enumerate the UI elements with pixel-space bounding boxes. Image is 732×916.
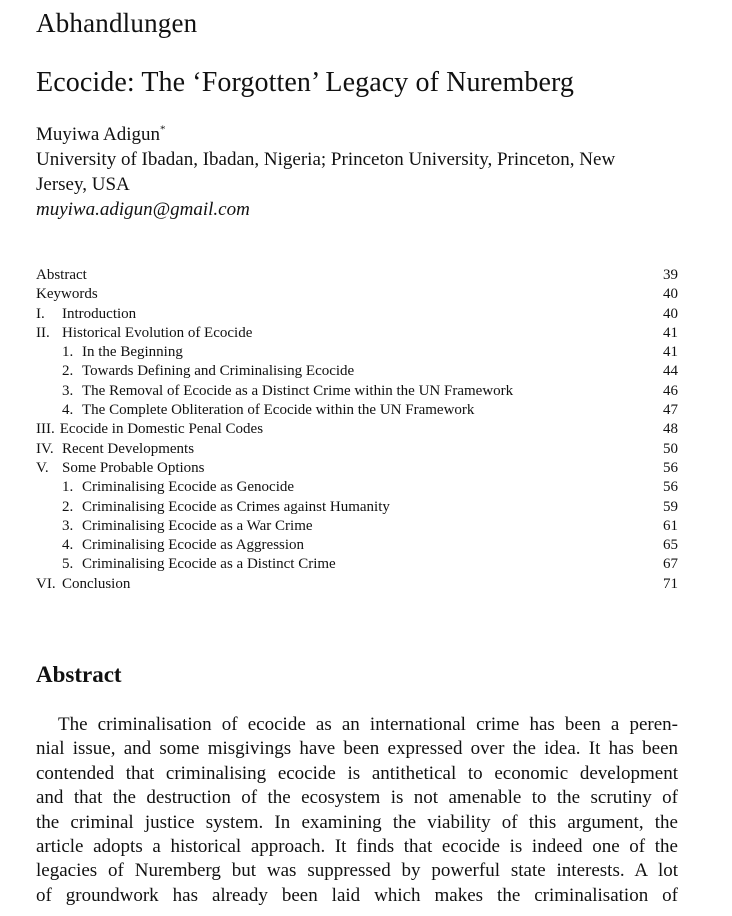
toc-entry[interactable] bbox=[36, 382, 678, 401]
abstract-heading: Abstract bbox=[36, 662, 122, 687]
toc-entry-title bbox=[62, 362, 354, 381]
toc-entry-page: 40 bbox=[663, 286, 678, 303]
toc-entry-label: Keywords bbox=[36, 286, 98, 303]
abstract-line: contended that criminalising ecocide is antithetical to economic development bbox=[36, 762, 678, 784]
toc-entry[interactable] bbox=[36, 459, 678, 478]
abstract-line: of groundwork has already been laid which makes the criminalisation of bbox=[36, 884, 678, 906]
toc-entry-page: 67 bbox=[663, 556, 678, 573]
toc-entry-label: Criminalising Ecocide as Genocide bbox=[82, 479, 295, 496]
abstract-line: The criminalisation of ecocide as an international crime has been a peren- bbox=[58, 714, 678, 735]
toc-entry-title bbox=[36, 285, 98, 304]
toc-entry[interactable] bbox=[36, 266, 678, 285]
toc-entry-number: 2. bbox=[62, 498, 74, 515]
toc-entry[interactable] bbox=[36, 498, 678, 517]
toc-entry-title bbox=[36, 420, 263, 439]
toc-entry-label: Introduction bbox=[62, 305, 137, 322]
toc-entry-number: II. bbox=[36, 324, 50, 341]
toc-entry-page: 56 bbox=[663, 459, 678, 476]
toc-entry-page: 47 bbox=[663, 402, 678, 419]
toc-entry-title bbox=[62, 343, 183, 362]
toc-entry-label: The Removal of Ecocide as a Distinct Crime within the UN Framework bbox=[82, 382, 514, 399]
toc-entry-number: 5. bbox=[62, 556, 74, 573]
toc-entry-number: III. bbox=[36, 421, 55, 438]
abstract-line: legacies of Nuremberg but was suppressed by powerful state interests. A lot bbox=[36, 860, 678, 882]
toc-entry[interactable] bbox=[36, 440, 678, 459]
toc-entry-label: Criminalising Ecocide as a War Crime bbox=[82, 517, 313, 534]
toc-entry-title bbox=[36, 440, 194, 459]
toc-entry-number: 3. bbox=[62, 382, 74, 399]
toc-entry-label: In the Beginning bbox=[82, 344, 183, 361]
toc-entry-label: Criminalising Ecocide as Crimes against Humanity bbox=[82, 498, 390, 515]
toc-entry-title bbox=[62, 401, 474, 420]
table-of-contents bbox=[36, 266, 678, 594]
toc-entry-label: Conclusion bbox=[62, 575, 131, 592]
toc-entry-title bbox=[62, 517, 313, 536]
toc-entry-label: Criminalising Ecocide as a Distinct Crime bbox=[82, 556, 336, 573]
toc-entry-number: 1. bbox=[62, 344, 74, 361]
toc-entry-number: V. bbox=[36, 459, 49, 476]
author-block bbox=[36, 122, 696, 222]
toc-entry[interactable] bbox=[36, 362, 678, 381]
toc-entry-page: 61 bbox=[663, 517, 678, 534]
toc-entry-page: 39 bbox=[663, 267, 678, 283]
author-affiliation-line-2: Jersey, USA bbox=[36, 174, 130, 195]
author-name bbox=[36, 122, 696, 147]
toc-entry-label: Towards Defining and Criminalising Ecocide bbox=[82, 363, 355, 380]
toc-entry[interactable] bbox=[36, 478, 678, 497]
toc-entry[interactable] bbox=[36, 536, 678, 555]
toc-entry[interactable] bbox=[36, 420, 678, 439]
toc-entry-title bbox=[62, 555, 336, 574]
toc-entry-title bbox=[36, 459, 205, 478]
toc-entry-number: I. bbox=[36, 305, 45, 322]
toc-entry-page: 41 bbox=[663, 344, 678, 361]
author-email[interactable]: muyiwa.adigun@gmail.com bbox=[36, 199, 250, 220]
toc-entry-number: 4. bbox=[62, 402, 74, 419]
author-footnote-mark[interactable]: * bbox=[160, 123, 166, 136]
toc-entry-title bbox=[62, 536, 304, 555]
toc-entry[interactable] bbox=[36, 575, 678, 594]
toc-entry-page: 44 bbox=[663, 363, 678, 380]
toc-entry[interactable] bbox=[36, 324, 678, 343]
article-title: Ecocide: The ‘Forgotten’ Legacy of Nuremberg bbox=[36, 67, 575, 98]
toc-entry-page: 46 bbox=[663, 382, 678, 399]
abstract-line: and that the destruction of the ecosystem is not amenable to the scrutiny of bbox=[36, 787, 678, 809]
toc-entry-number: 4. bbox=[62, 537, 74, 554]
toc-entry-number: VI. bbox=[36, 575, 56, 592]
toc-entry-page: 50 bbox=[663, 440, 678, 457]
toc-entry-page: 40 bbox=[663, 305, 678, 322]
toc-entry[interactable] bbox=[36, 555, 678, 574]
toc-entry-number: 2. bbox=[62, 363, 74, 380]
abstract-body bbox=[36, 713, 678, 908]
toc-entry-number: 3. bbox=[62, 517, 74, 534]
toc-entry-page: 56 bbox=[663, 479, 678, 496]
toc-entry-page: 48 bbox=[663, 421, 678, 438]
toc-entry-label: Abstract bbox=[36, 267, 87, 283]
toc-entry-title bbox=[36, 305, 136, 324]
toc-entry-label: Recent Developments bbox=[62, 440, 195, 457]
toc-entry-page: 71 bbox=[663, 575, 678, 592]
toc-entry[interactable] bbox=[36, 517, 678, 536]
toc-entry[interactable] bbox=[36, 401, 678, 420]
toc-entry-title bbox=[36, 324, 252, 343]
section-title: Abhandlungen bbox=[36, 8, 198, 38]
abstract-line: the criminal justice system. In examining the viability of this argument, the bbox=[36, 811, 678, 833]
toc-entry[interactable] bbox=[36, 305, 678, 324]
author-affiliation-line-1: University of Ibadan, Ibadan, Nigeria; Princeton University, Princeton, New bbox=[36, 149, 616, 170]
toc-entry-label: Criminalising Ecocide as Aggression bbox=[82, 537, 305, 554]
toc-entry-page: 41 bbox=[663, 324, 678, 341]
toc-entry-title bbox=[62, 478, 294, 497]
toc-entry-label: Some Probable Options bbox=[62, 459, 205, 476]
abstract-line: nial issue, and some misgivings have been expressed over the idea. It has been bbox=[36, 738, 678, 760]
toc-entry-title bbox=[62, 498, 390, 517]
toc-entry-label: Historical Evolution of Ecocide bbox=[62, 324, 253, 341]
author-name-text: Muyiwa Adigun bbox=[36, 124, 161, 145]
toc-entry-label: The Complete Obliteration of Ecocide within the UN Framework bbox=[82, 402, 475, 419]
toc-entry-page: 59 bbox=[663, 498, 678, 515]
toc-entry[interactable] bbox=[36, 285, 678, 304]
toc-entry-title bbox=[36, 266, 87, 285]
toc-entry-page: 65 bbox=[663, 537, 678, 554]
toc-entry[interactable] bbox=[36, 343, 678, 362]
abstract-line: article adopts a historical approach. It finds that ecocide is indeed one of the bbox=[36, 836, 678, 858]
toc-entry-title bbox=[62, 382, 513, 401]
toc-entry-number: IV. bbox=[36, 440, 54, 457]
toc-entry-label: Ecocide in Domestic Penal Codes bbox=[59, 421, 264, 438]
toc-entry-title bbox=[36, 575, 130, 594]
toc-entry-number: 1. bbox=[62, 479, 74, 496]
